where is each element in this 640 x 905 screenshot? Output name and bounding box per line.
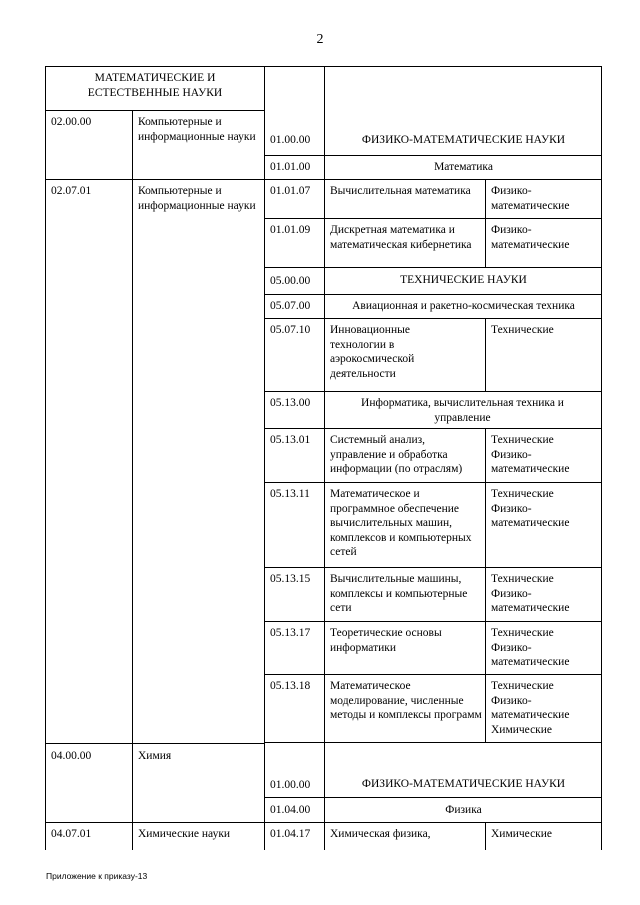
right-code: 01.04.17 [270, 828, 311, 840]
row-line [264, 621, 602, 622]
specialty-table [45, 66, 602, 850]
table-border-left [45, 66, 46, 850]
left-code: 02.00.00 [51, 116, 92, 128]
row-line [264, 822, 602, 823]
left-header: МАТЕМАТИЧЕСКИЕ И ЕСТЕСТВЕННЫЕ НАУКИ [87, 72, 223, 99]
right-code: 01.01.07 [270, 185, 311, 197]
science-divider-4 [485, 822, 486, 850]
col-divider-mid [264, 66, 265, 850]
right-name: Математическое моделирование, численные методы и комплексы программ [330, 680, 482, 721]
right-science: Химические [491, 828, 553, 840]
row-line [264, 742, 602, 743]
left-name: Компьютерные и информационные науки [138, 116, 256, 143]
left-code: 04.07.01 [51, 828, 92, 840]
right-science: Физико-математические [491, 224, 570, 251]
right-name: Математическое и программное обеспечение вычислительных машин, комплексов и компьютерных сетей [330, 488, 472, 558]
right-code: 01.00.00 [270, 134, 311, 146]
right-name: Системный анализ, управление и обработка информации (по отраслям) [330, 434, 463, 475]
right-science: Технические Физико-математические [491, 488, 570, 529]
right-code: 05.13.01 [270, 434, 311, 446]
row-line [264, 482, 602, 483]
row-line [45, 110, 265, 111]
col-divider-left [132, 110, 133, 850]
right-group-title: Математика [434, 161, 493, 173]
science-divider-1 [485, 179, 486, 267]
table-border-top [45, 66, 602, 67]
right-section-title: ФИЗИКО-МАТЕМАТИЧЕСКИЕ НАУКИ [361, 778, 566, 790]
right-science: Технические Физико-математические [491, 434, 570, 475]
col-divider-right-code [324, 66, 325, 850]
science-divider-3 [485, 428, 486, 742]
right-science: Технические Физико-математические [491, 627, 570, 668]
right-code: 05.13.17 [270, 627, 311, 639]
footer-note: Приложение к приказу-13 [46, 871, 148, 881]
left-name: Компьютерные и информационные науки [138, 185, 256, 212]
right-code: 05.13.11 [270, 488, 310, 500]
row-line [264, 674, 602, 675]
right-code: 05.00.00 [270, 275, 311, 287]
right-name: Вычислительная математика [330, 185, 471, 197]
right-name: Дискретная математика и математическая кибернетика [330, 224, 472, 251]
right-name: Инновационные технологии в аэрокосмической деятельности [330, 324, 415, 380]
row-line [264, 428, 602, 429]
science-divider-2 [485, 318, 486, 391]
right-name: Теоретические основы информатики [330, 627, 442, 654]
right-group-title: Информатика, вычислительная техника и управление [361, 397, 564, 424]
right-science: Технические Физико-математические Химические [491, 680, 570, 736]
row-line [264, 391, 602, 392]
row-line [264, 218, 602, 219]
row-line [264, 797, 602, 798]
right-code: 05.07.00 [270, 300, 311, 312]
row-line [264, 294, 602, 295]
row-line [264, 155, 602, 156]
row-line [45, 743, 265, 744]
left-code: 02.07.01 [51, 185, 92, 197]
right-code: 01.00.00 [270, 779, 311, 791]
right-code: 05.13.15 [270, 573, 311, 585]
left-name: Химические науки [138, 828, 231, 840]
right-science: Технические [491, 324, 554, 336]
row-line [45, 179, 265, 180]
right-section-title: ТЕХНИЧЕСКИЕ НАУКИ [400, 274, 527, 286]
page-number: 2 [316, 32, 324, 47]
right-code: 01.01.09 [270, 224, 311, 236]
right-name: Химическая физика, [330, 828, 431, 840]
right-code: 05.13.00 [270, 397, 311, 409]
table-border-right [601, 66, 602, 850]
row-line [264, 567, 602, 568]
right-science: Физико-математические [491, 185, 570, 212]
right-section-title: ФИЗИКО-МАТЕМАТИЧЕСКИЕ НАУКИ [361, 134, 566, 146]
right-code: 01.01.00 [270, 161, 311, 173]
right-group-title: Физика [445, 804, 482, 816]
right-group-title: Авиационная и ракетно-космическая техника [352, 300, 575, 312]
right-code: 05.07.10 [270, 324, 311, 336]
right-science: Технические Физико-математические [491, 573, 570, 614]
left-name: Химия [138, 750, 172, 762]
left-code: 04.00.00 [51, 750, 92, 762]
row-line [45, 822, 265, 823]
row-line [264, 179, 602, 180]
right-name: Вычислительные машины, комплексы и компьютерные сети [330, 573, 468, 614]
row-line [264, 267, 602, 268]
right-code: 01.04.00 [270, 804, 311, 816]
right-code: 05.13.18 [270, 680, 311, 692]
row-line [264, 318, 602, 319]
